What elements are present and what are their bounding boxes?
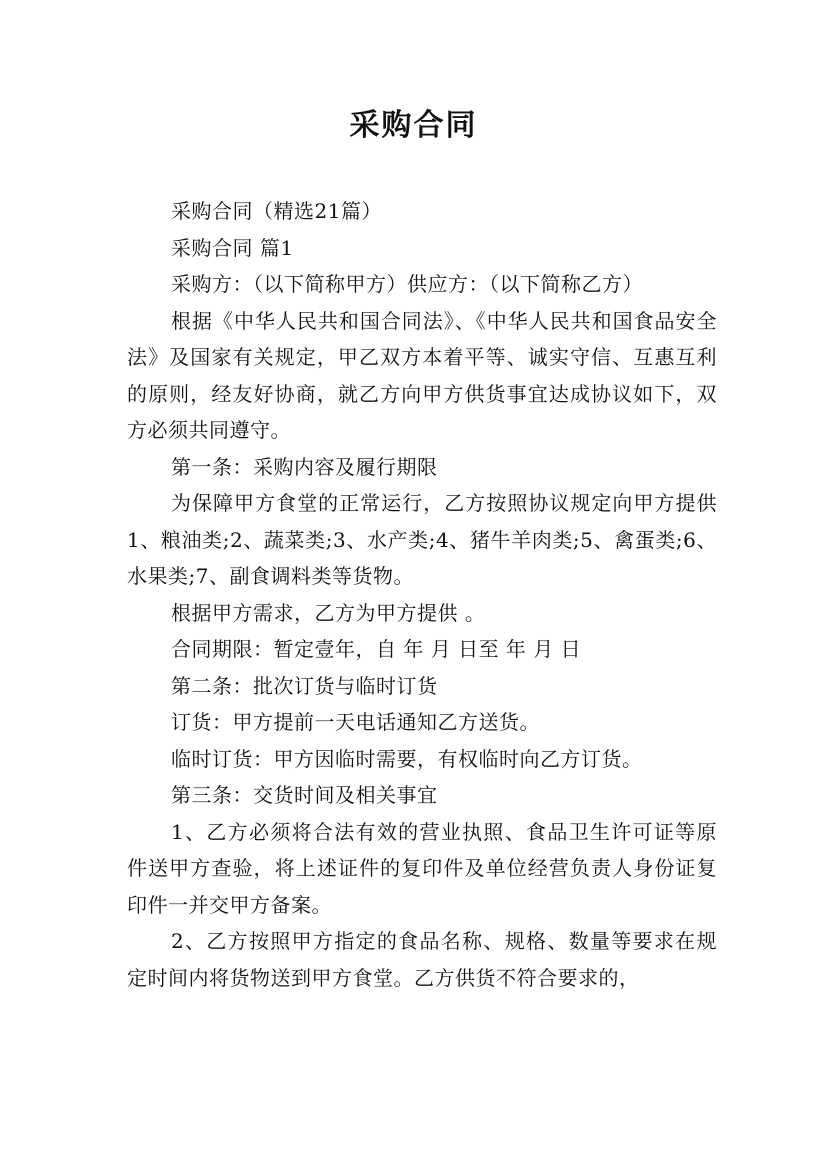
paragraph-article-1-supply: 根据甲方需求，乙方为甲方提供 。 xyxy=(171,600,486,625)
paragraph-article-3-heading: 第三条：交货时间及相关事宜 xyxy=(171,783,438,807)
paragraph-article-1-heading: 第一条：采购内容及履行期限 xyxy=(171,454,438,479)
paragraph-article-2-temp-order: 临时订货：甲方因临时需要，有权临时向乙方订货。 xyxy=(171,746,643,771)
paragraph-article-1-term: 合同期限：暂定壹年，自 年 月 日至 年 月 日 xyxy=(171,637,582,661)
paragraph-parties: 采购方：（以下简称甲方）供应方：（以下简称乙方） xyxy=(171,272,643,296)
paragraph-article-1-content: 为保障甲方食堂的正常运行，乙方按照协议规定向甲方提供1、粮油类;2、蔬菜类;3、水产类;4、猪牛羊肉类;5、禽蛋类;6、水果类;7、副食调料类等货物。 xyxy=(127,491,717,588)
paragraph-subtitle: 采购合同（精选21篇） xyxy=(171,199,382,223)
document-title: 采购合同 xyxy=(349,108,478,143)
paragraph-part-heading: 采购合同 篇1 xyxy=(171,235,294,260)
document-body xyxy=(127,193,717,996)
paragraph-article-2-heading: 第二条：批次订货与临时订货 xyxy=(171,673,438,698)
paragraph-article-3-item-1: 1、乙方必须将合法有效的营业执照、食品卫生许可证等原件送甲方查验，将上述证件的复印件及单位经营负责人身份证复印件一并交甲方备案。 xyxy=(127,819,717,917)
paragraph-article-2-order: 订货：甲方提前一天电话通知乙方送货。 xyxy=(171,710,540,734)
paragraph-preamble: 根据《中华人民共和国合同法》、《中华人民共和国食品安全法》及国家有关规定，甲乙双方本着平等、诚实守信、互惠互利的原则，经友好协商，就乙方向甲方供货事宜达成协议如下，双方必须共同遵守。 xyxy=(127,308,717,442)
paragraph-article-3-item-2: 2、乙方按照甲方指定的食品名称、规格、数量等要求在规定时间内将货物送到甲方食堂。乙方供货不符合要求的， xyxy=(127,929,717,990)
